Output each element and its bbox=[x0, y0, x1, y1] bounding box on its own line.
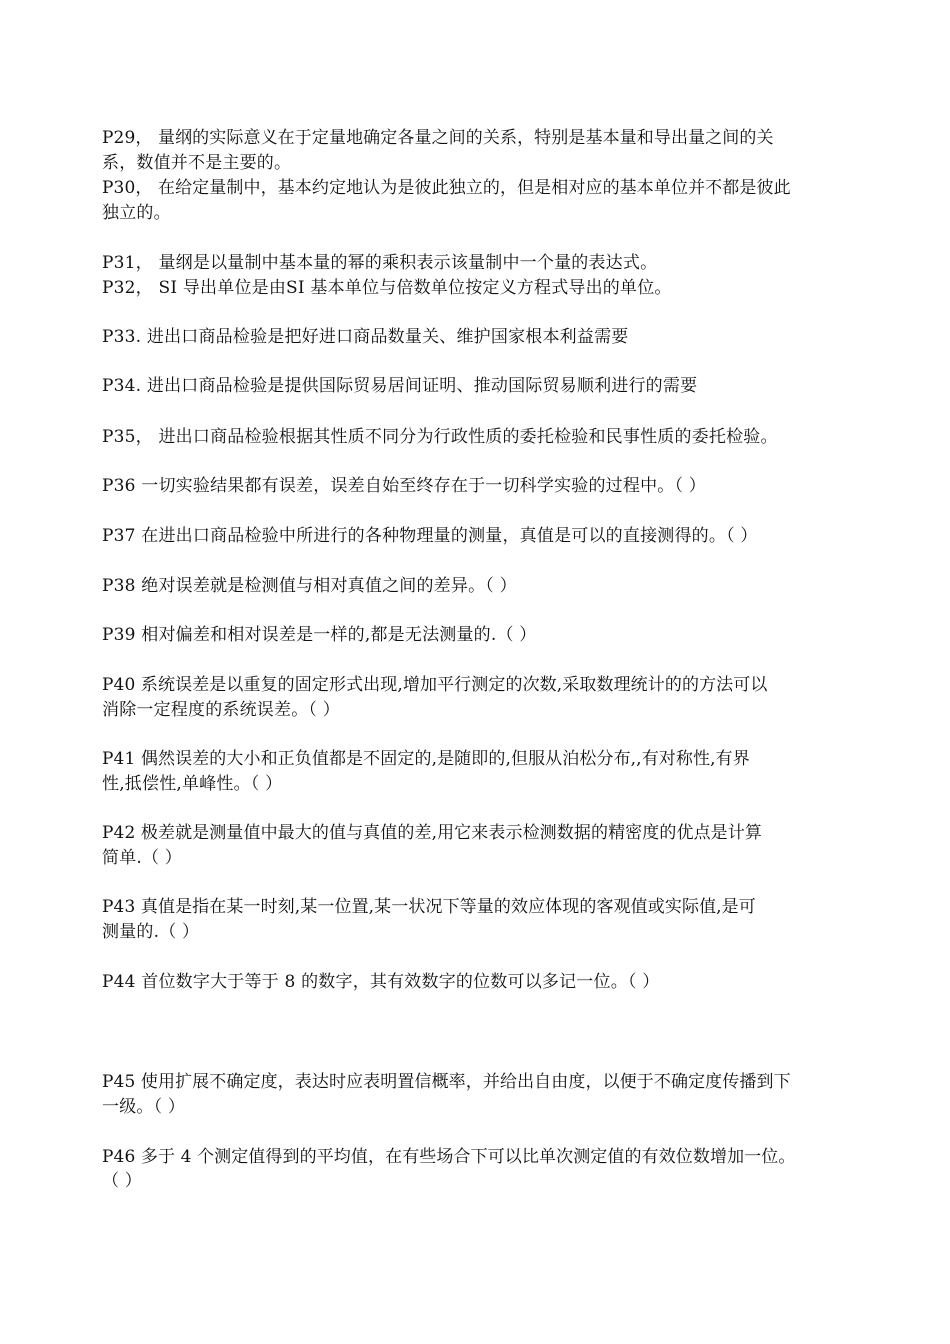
text-line-p32: P32， SI 导出单位是由SI 基本单位与倍数单位按定义方程式导出的单位。 bbox=[102, 278, 672, 298]
text-line-p46: P46 多于 4 个测定值得到的平均值，在有些场合下可以比单次测定值的有效位数增加一位。 bbox=[102, 1147, 796, 1167]
text-line-p33: P33. 进出口商品检验是把好进口商品数量关、维护国家根本利益需要 bbox=[102, 327, 629, 347]
text-line-p42-cont: 简单.（ ） bbox=[102, 848, 183, 868]
text-line-p38: P38 绝对误差就是检测值与相对真值之间的差异。（ ） bbox=[102, 576, 517, 596]
text-line-p42: P42 极差就是测量值中最大的值与真值的差,用它来表示检测数据的精密度的优点是计算 bbox=[102, 823, 762, 843]
text-line-p41: P41 偶然误差的大小和正负值都是不固定的,是随即的,但服从泊松分布,,有对称性,有界 bbox=[102, 749, 750, 769]
text-line-p29: P29， 量纲的实际意义在于定量地确定各量之间的关系，特别是基本量和导出量之间的关 bbox=[102, 128, 774, 148]
text-line-p44: P44 首位数字大于等于 8 的数字，其有效数字的位数可以多记一位。（ ） bbox=[102, 972, 660, 992]
text-line-p30-cont: 独立的。 bbox=[102, 203, 171, 223]
text-line-p43: P43 真值是指在某一时刻,某一位置,某一状况下等量的效应体现的客观值或实际值,是可 bbox=[102, 897, 756, 917]
text-line-p36: P36 一切实验结果都有误差，误差自始至终存在于一切科学实验的过程中。（ ） bbox=[102, 476, 706, 496]
text-line-p40: P40 系统误差是以重复的固定形式出现,增加平行测定的次数,采取数理统计的的方法可以 bbox=[102, 675, 768, 695]
text-line-p45-cont: 一级。（ ） bbox=[102, 1097, 186, 1117]
text-line-p31: P31， 量纲是以量制中基本量的幂的乘积表示该量制中一个量的表达式。 bbox=[102, 253, 658, 273]
text-line-p45: P45 使用扩展不确定度，表达时应表明置信概率，并给出自由度，以便于不确定度传播到下 bbox=[102, 1072, 791, 1092]
text-line-p46-cont: （ ） bbox=[102, 1171, 143, 1191]
text-line-p40-cont: 消除一定程度的系统误差。（ ） bbox=[102, 700, 340, 720]
text-line-p39: P39 相对偏差和相对误差是一样的,都是无法测量的.（ ） bbox=[102, 625, 537, 645]
text-line-p30: P30， 在给定量制中，基本约定地认为是彼此独立的，但是相对应的基本单位并不都是彼此 bbox=[102, 178, 791, 198]
text-line-p43-cont: 测量的.（ ） bbox=[102, 922, 200, 942]
text-line-p34: P34. 进出口商品检验是提供国际贸易居间证明、推动国际贸易顺利进行的需要 bbox=[102, 376, 698, 396]
text-line-p41-cont: 性,抵偿性,单峰性。（ ） bbox=[102, 774, 283, 794]
text-line-p29-cont: 系，数值并不是主要的。 bbox=[102, 153, 292, 173]
text-line-p37: P37 在进出口商品检验中所进行的各种物理量的测量，真值是可以的直接测得的。（ ） bbox=[102, 526, 758, 546]
text-line-p35: P35， 进出口商品检验根据其性质不同分为行政性质的委托检验和民事性质的委托检验。 bbox=[102, 427, 778, 447]
